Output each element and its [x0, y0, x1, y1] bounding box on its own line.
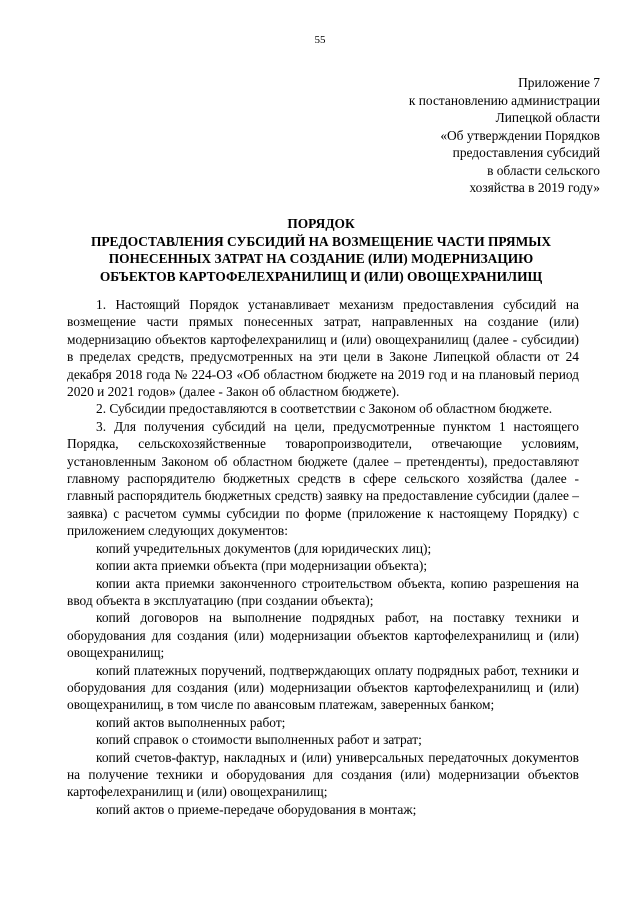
document-title: [62, 215, 580, 285]
document-body: [67, 296, 579, 818]
paragraph-2: 2. Субсидии предоставляются в соответствии с Законом об областном бюджете.: [96, 401, 553, 417]
list-item: копий актов выполненных работ;: [96, 714, 286, 730]
title-line: ПРЕДОСТАВЛЕНИЯ СУБСИДИЙ НА ВОЗМЕЩЕНИЕ ЧАСТИ ПРЯМЫХ: [90, 233, 552, 249]
title-line: ОБЪЕКТОВ КАРТОФЕЛЕХРАНИЛИЩ И (ИЛИ) ОВОЩЕХРАНИЛИЩ: [99, 268, 543, 284]
appendix-line: в области сельского: [487, 162, 600, 178]
page-number: 55: [314, 34, 326, 46]
title-line: ПОРЯДОК: [287, 216, 355, 231]
appendix-line: Приложение 7: [518, 75, 600, 90]
paragraph-1: 1. Настоящий Порядок устанавливает механизм предоставления субсидий на возмещение части прямых понесенных затрат, направленных на создание (или) модернизацию объектов картофелехранилищ и (или) овощехранилищ (далее - субсидии) в пределах средств, предусмотренных на эти цели в Законе Липецкой области от 24 декабря 2018 года № 224-ОЗ «Об областном бюджете на 2019 год и на плановый период 2020 и 2021 годов» (далее - Закон об областном бюджете).: [67, 297, 579, 400]
appendix-line: к постановлению администрации: [408, 92, 600, 108]
list-item: копий счетов-фактур, накладных и (или) универсальных передаточных документов на получение техники и оборудования для создания (или) модернизации объектов картофелехранилищ и (или) овощехранилищ;: [67, 749, 579, 800]
list-item: копий платежных поручений, подтверждающих оплату подрядных работ, техники и оборудования для создания (или) модернизации объектов картофелехранилищ и (или) овощехранилищ, в том числе по авансовым платежам, заверенных банком;: [67, 662, 579, 713]
appendix-line: предоставления субсидий: [452, 145, 600, 160]
list-item: копии акта приемки объекта (при модернизации объекта);: [96, 558, 428, 574]
list-item: копий актов о приеме-передаче оборудования в монтаж;: [96, 801, 417, 817]
paragraph-3: 3. Для получения субсидий на цели, предусмотренные пунктом 1 настоящего Порядка, сельскохозяйственные товаропроизводители, отвечающие условиям, установленным Законом об областном бюджете (далее – претенденты), предоставляют главному распорядителю бюджетных средств в сфере сельского хозяйства (далее - главный распорядитель бюджетных средств) заявку на предоставление субсидии (далее – заявка) с расчетом суммы субсидии по форме (приложение к настоящему Порядку) с приложением следующих документов:: [67, 418, 579, 539]
appendix-line: Липецкой области: [495, 110, 600, 125]
appendix-line: хозяйства в 2019 году»: [469, 180, 600, 195]
list-item: копий справок о стоимости выполненных работ и затрат;: [96, 732, 422, 748]
appendix-header: [320, 74, 600, 197]
title-line: ПОНЕСЕННЫХ ЗАТРАТ НА СОЗДАНИЕ (ИЛИ) МОДЕРНИЗАЦИЮ: [108, 251, 534, 266]
list-item: копии акта приемки законченного строительством объекта, копию разрешения на ввод объекта в эксплуатацию (при создании объекта);: [67, 575, 579, 608]
list-item: копий учредительных документов (для юридических лиц);: [96, 540, 432, 556]
appendix-line: «Об утверждении Порядков: [440, 127, 600, 143]
list-item: копий договоров на выполнение подрядных работ, на поставку техники и оборудования для создания (или) модернизации объектов картофелехранилищ и (или) овощехранилищ;: [67, 610, 579, 661]
